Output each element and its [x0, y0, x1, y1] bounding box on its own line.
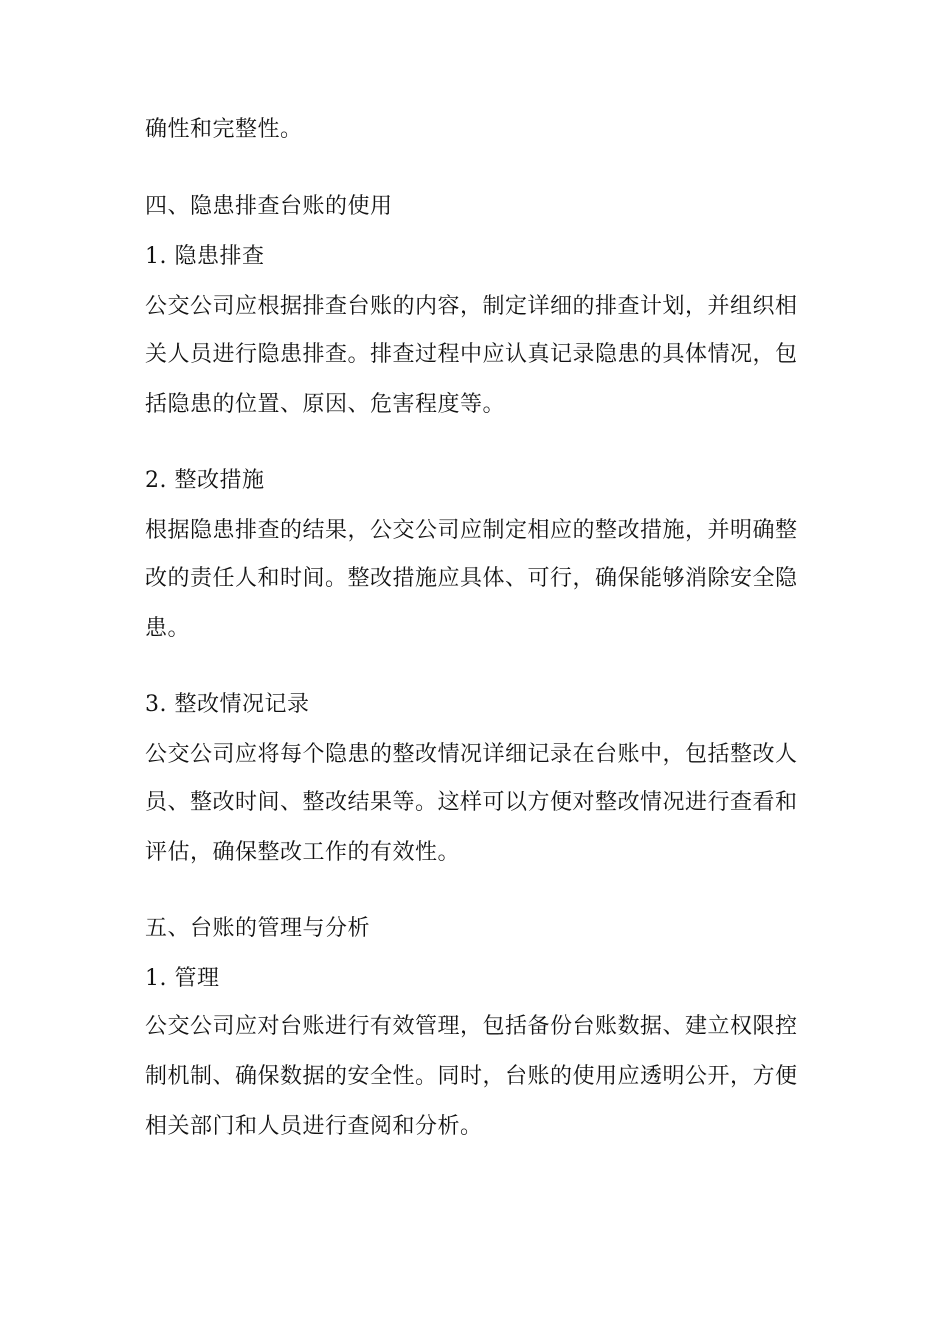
section-4-item-3-title: 3. 整改情况记录	[145, 692, 310, 717]
section-4-item-3-line-3: 评估，确保整改工作的有效性。	[145, 840, 461, 865]
intro-tail-text: 确性和完整性。	[145, 117, 303, 142]
section-5-item-1-line-2: 制机制、确保数据的安全性。同时，台账的使用应透明公开，方便	[145, 1064, 798, 1089]
section-5-item-1-title: 1. 管理	[145, 966, 220, 991]
section-4-heading: 四、隐患排查台账的使用	[145, 194, 393, 219]
section-5-heading: 五、台账的管理与分析	[145, 916, 371, 941]
section-4-item-1-line-2: 关人员进行隐患排查。排查过程中应认真记录隐患的具体情况，包	[145, 342, 798, 367]
section-4-item-2-line-3: 患。	[145, 616, 191, 641]
section-4-item-1-title: 1. 隐患排查	[145, 244, 265, 269]
section-4-item-2-line-2: 改的责任人和时间。整改措施应具体、可行，确保能够消除安全隐	[145, 566, 798, 591]
section-5-item-1-line-1: 公交公司应对台账进行有效管理，包括备份台账数据、建立权限控	[145, 1014, 798, 1039]
section-4-item-3-line-2: 员、整改时间、整改结果等。这样可以方便对整改情况进行查看和	[145, 790, 798, 815]
section-4-item-3-line-1: 公交公司应将每个隐患的整改情况详细记录在台账中，包括整改人	[145, 742, 798, 767]
section-4-item-1-line-3: 括隐患的位置、原因、危害程度等。	[145, 392, 506, 417]
section-4-item-1-line-1: 公交公司应根据排查台账的内容，制定详细的排查计划，并组织相	[145, 294, 798, 319]
section-4-item-2-line-1: 根据隐患排查的结果，公交公司应制定相应的整改措施，并明确整	[145, 518, 798, 543]
section-4-item-2-title: 2. 整改措施	[145, 468, 265, 493]
section-5-item-1-line-3: 相关部门和人员进行查阅和分析。	[145, 1114, 483, 1139]
